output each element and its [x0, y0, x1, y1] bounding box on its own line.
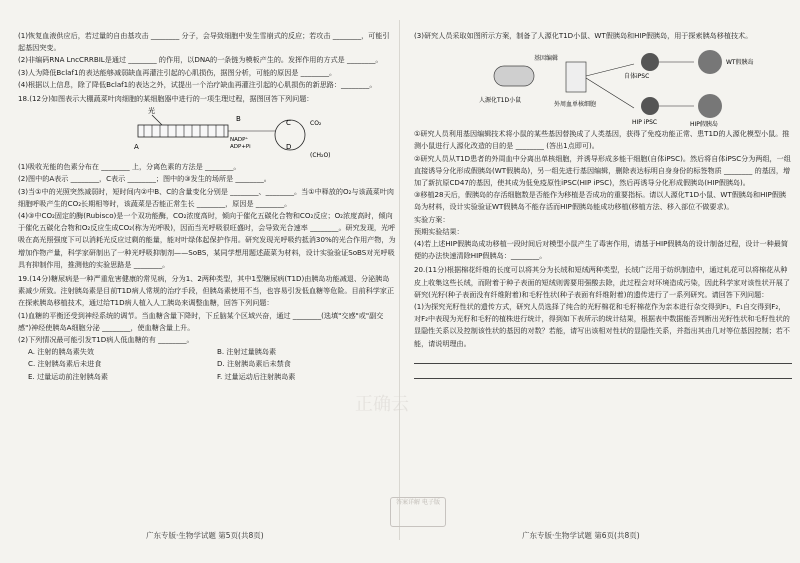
q17-part1: (1)恢复血液供应后，若过量的自由基攻击 ________ 分子，会导致细胞中发生雪崩式的反应；若攻击 ________，可能引起基因突变。	[18, 31, 390, 53]
option-d: D. 注射胰岛素后未禁食	[217, 359, 291, 369]
light-label: 光	[148, 107, 155, 116]
option-b: B. 注射过量胰岛素	[217, 347, 277, 357]
q18-part1: (1)吸收光能的色素分布在 ________ 上，分离色素的方法是 ________。	[18, 162, 241, 172]
option-e: E. 过量运动前注射胰岛素	[28, 371, 108, 381]
photosynthesis-figure	[18, 105, 396, 161]
q20-part1: (1)为探究光籽性状的遗传方式，研究人员选择了纯合的光籽棉花和毛籽棉花作为亲本进行杂交得到F₁，F₁自交得到F₂，对F₂中表现为光籽和毛籽的植株进行统计，得到如下表所示的统计结果，根据表中数据能否判断出光籽性状和毛籽性状的显隐性关系以及控制该性状的基因的对数？若能，请写出该相对性状的显隐性关系，并指出其由几对等位基因控制；若不能，请说明理由。	[414, 302, 790, 348]
hip-ipsc-icon	[641, 97, 659, 115]
mouse-label: 人源化T1D小鼠	[479, 97, 522, 105]
q19-part3: (3)研究人员采取如图所示方案，制备了人源化T1D小鼠、WT假胰岛和HIP假胰岛，用于探索胰岛移植技术。	[414, 31, 753, 40]
q19-part3b: ②研究人员从T1D患者的外周血中分离出单核细胞，并诱导形成多能干细胞(自体iPSC)。然后将自体iPSC分为两组，一组直接诱导分化形成假胰岛(WT假胰岛)，另一组先进行基因编辑，删除表达标明自身身份的标签物质 ________ 的基因，增加了新抗原CD47的基因，使其成为低免疫原性iPSC(HIP iPSC)，然后再诱导分化形成假胰岛(HIP假胰岛)。	[414, 153, 791, 188]
label-co2: CO₂	[310, 120, 322, 128]
q19-part4: (4)若上述HIP假胰岛成功移植一段时间后对模型小鼠产生了毒害作用，请基于HIP假胰岛的设计制备过程，设计一种最简便的办法快速清除HIP假胰岛：________。	[414, 239, 788, 261]
mouse-icon	[494, 66, 534, 86]
footer-left: 广东专版·生物学试题 第5页(共8页)	[146, 531, 264, 540]
wt-islet-icon	[698, 50, 722, 74]
left-page	[18, 30, 396, 383]
q19-part3a: ①研究人员利用基因编辑技术将小鼠的某些基因替换成了人类基因，获得了免疫功能正常、患T1D的人源化模型小鼠。推测小鼠进行人源化改造的目的是 ________ (答出1点即可)。	[414, 129, 790, 151]
q18-title: 18.(12分)如图表示大棚蔬菜叶肉细胞的某细胞器中进行的一项生理过程，据图回答下列问题：	[18, 94, 314, 104]
q18-part4: (4)③中CO₂固定的酶(Rubisco)是一个双功能酶，CO₂浓度高时，倾向于催化五碳化合物和CO₂反应；O₂浓度高时，倾向于催化五碳化合物和O₂反应生成CO₂(称为光呼吸)，因而当光呼吸很旺盛时，会导致光合速率 ________。研究发现，光呼吸在高光照强度下可以消耗光反应过剩的能量，能对叶绿体起保护作用。研究发现光呼吸约抵消30%的光合作用产物，为增加作物产量，科学家研制出了一种光呼吸抑制剂——SoBS，某同学想用题述蔬菜为材料，设计实验验证SoBS对光呼吸具有抑制作用，推测他的实验思路是 ________。	[18, 211, 396, 269]
q19-part1: (1)血糖的平衡还受到神经系统的调节。当血糖含量下降时，下丘脑某个区域兴奋，通过 ________(选填"交感"或"副交感")神经使胰岛A细胞分泌 ________，使血糖含量上升。	[18, 310, 384, 332]
stamp: 答案详解 电子版	[390, 497, 446, 527]
answer-line-2	[414, 366, 792, 379]
label-c: C	[286, 119, 291, 128]
gene-label: 基因编辑	[534, 55, 559, 63]
exp-label: 实验方案：	[414, 214, 450, 224]
label-b: B	[236, 115, 241, 124]
tube-icon	[566, 62, 586, 92]
q18-part2: (2)图中的A表示 ________，C表示 ________；图中的③发生的场所是 ________。	[18, 174, 271, 184]
q17-part2: (2)非编码RNA LncCRRBIL是通过 ________ 的作用，以DNA的一条链为模板产生的。发挥作用的方式是 ________。	[18, 55, 383, 65]
cells-label: 外周血单核细胞	[554, 101, 597, 109]
q17-part4: (4)根据以上信息，除了降低Bclaf1的表达之外，试提出一个治疗缺血再灌注引起的心肌损伤的新思路：________。	[18, 79, 377, 89]
result-label: 预期实验结果：	[414, 226, 464, 236]
watermark: 正确云	[355, 394, 409, 415]
q19-part3c: ③移植28天后，假胰岛的存活细胞数是否能作为移植是否成功的重要指标。请以人源化T1D小鼠、WT假胰岛和HIP假胰岛为材料，设计实验验证WT假胰岛不能存活而HIP假胰岛能成功移植(移植方法、移入部位不做要求)。	[414, 190, 786, 212]
footer-right: 广东专版·生物学试题 第6页(共8页)	[522, 531, 640, 540]
label-ch2o: (CH₂O)	[310, 152, 331, 160]
label-nadp: NADP⁺	[230, 137, 249, 144]
hipi-label: HIP假胰岛	[690, 121, 718, 129]
auto-label: 自体iPSC	[624, 73, 650, 81]
q19-part2: (2)下列情况最可能引发T1D病人低血糖的有 ________。	[18, 335, 194, 345]
label-adp: ADP+Pi	[230, 144, 251, 151]
option-a: A. 注射的胰岛素失效	[28, 347, 94, 357]
hip-islet-icon	[698, 94, 722, 118]
label-d: D	[286, 143, 292, 152]
islet-figure	[414, 42, 792, 128]
q19-options	[18, 346, 396, 383]
q18-part3: (3)当①中的光照突然减弱时，短时间内②中B、C的含量变化分别是 ________、________。当①中释放的O₂与该蔬菜叶肉细胞呼吸产生的CO₂长期相等时，该蔬菜是否能正常生长 ________，原因是 ________。	[18, 186, 394, 208]
wt-label: WT假胰岛	[726, 59, 754, 67]
q20-title: 20.(11分)根据棉花纤维的长度可以将其分为长绒和短绒两种类型，长绒广泛用于纺织制造中，通过轧花可以将棉花从种皮上收集这些长绒，而附着于种子表面的短绒则需要用强酸去除，此过程会对环境造成污染，因此科学家对该性状开展了研究(光籽(种子表面没有纤维附着)和毛籽性状(种子表面有纤维附着)的遗传进行了一系列研究。请回答下列问题：	[414, 265, 790, 299]
auto-ipsc-icon	[641, 53, 659, 71]
option-c: C. 注射胰岛素后未进食	[28, 359, 102, 369]
hip-label: HIP iPSC	[632, 119, 658, 127]
right-page	[414, 30, 792, 381]
page-divider	[399, 20, 400, 540]
answer-line-1	[414, 351, 792, 364]
q17-part3: (3)人为降低Bclaf1的表达能够减弱缺血再灌注引起的心肌损伤，据图分析，可能的原因是 ________。	[18, 67, 337, 77]
q19-title: 19.(14分)糖尿病是一种严重危害健康的常见病，分为1、2两种类型，其中1型糖尿病(T1D)由胰岛功能减退、分泌胰岛素减少所致。注射胰岛素是目前T1D病人常规的治疗手段，但胰岛素使用不当，也容易引发低血糖等危险。目前科学家正在探索胰岛移植技术，通过给T1D病人植入人工胰岛来调整血糖，回答下列问题：	[18, 274, 395, 308]
label-a: A	[134, 143, 139, 152]
option-f: F. 过量运动后注射胰岛素	[217, 371, 296, 381]
